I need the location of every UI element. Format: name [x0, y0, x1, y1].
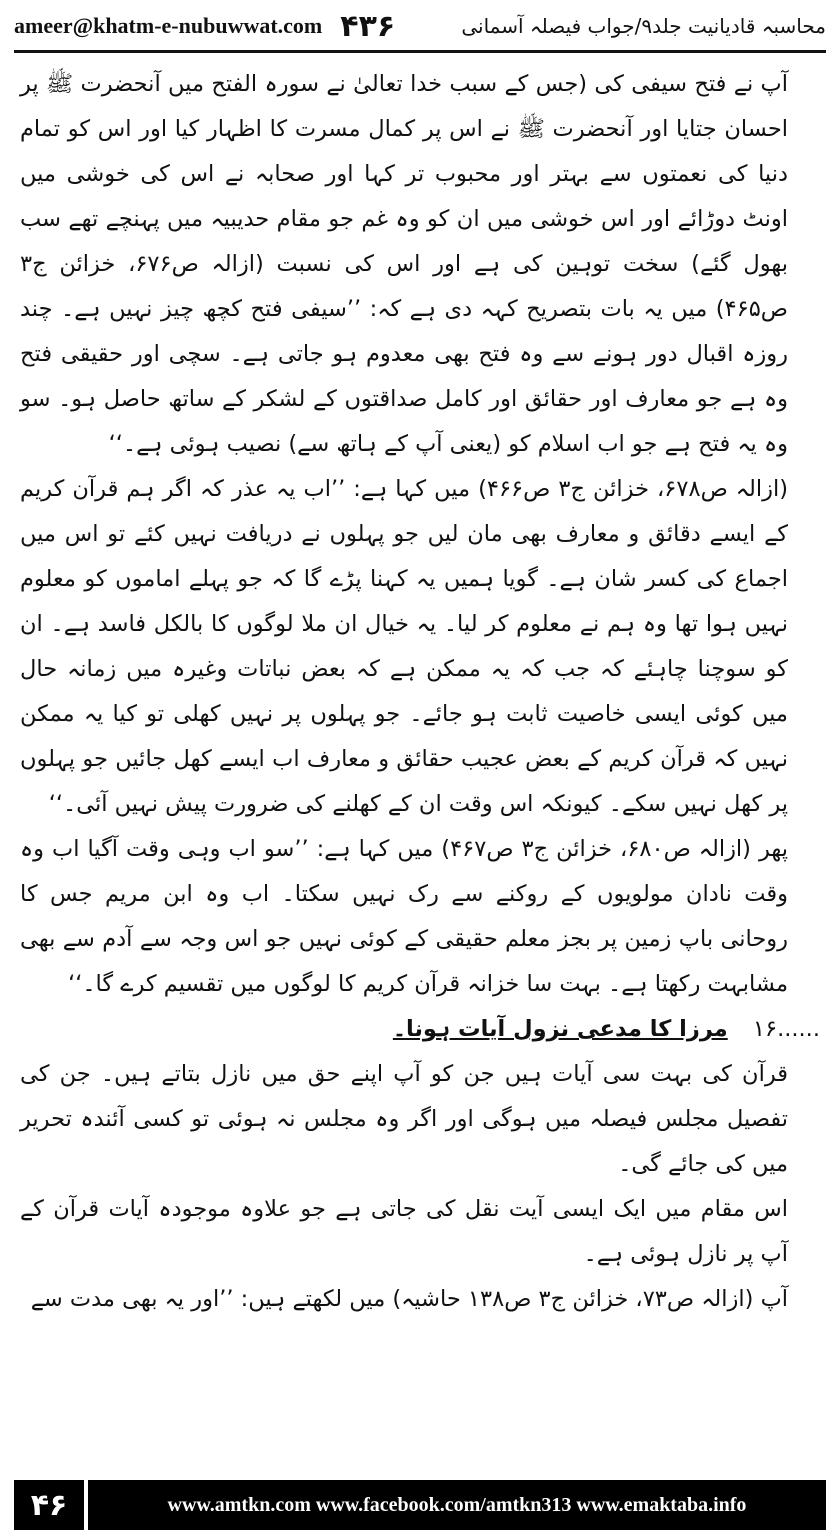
header-rule	[14, 50, 826, 53]
section-title: مرزا کا مدعی نزول آیات ہونا۔	[392, 1016, 728, 1042]
paragraph-2: (ازالہ ص۶۷۸، خزائن ج۳ ص۴۶۶) میں کہا ہے: ’’اب یہ عذر کہ اگر ہم قرآن کریم کے ایسے دقائق و معارف بھی مان لیں جو پہلوں نے دریافت نہیں کئے تو اس میں اجماع کی کسر شان ہے۔ گویا ہمیں یہ کہنا پڑے گا کہ جو پہلے اماموں کو معلوم نہیں ہوا تھا وہ ہم نے معلوم کر لیا۔ یہ خیال ان ملا لوگوں کا بالکل فاسد ہے۔ ان کو سوچنا چاہئے کہ جب کہ یہ ممکن ہے کہ بعض نباتات وغیرہ میں زمانہ حال میں کوئی ایسی خاصیت ثابت ہو جائے۔ جو پہلوں پر نہیں کھلی تو کیا یہ ممکن نہیں کہ قرآن کریم کے بعض عجیب حقائق و معارف اب ایسے کھل جائیں جو پہلوں پر کھل نہیں سکے۔ کیونکہ اس وقت ان کے کھلنے کی ضرورت پیش نہیں آئی۔‘‘	[20, 476, 788, 817]
header-email: ameer@khatm-e-nubuwwat.com	[14, 13, 323, 38]
section-number: ۱۶......	[752, 1016, 820, 1042]
paragraph-3: پھر (ازالہ ص۶۸۰، خزائن ج۳ ص۴۶۷) میں کہا ہے: ’’سو اب وہی وقت آگیا اب وہ وقت نادان مولویوں کے روکنے سے رک نہیں سکتا۔ اب وہ ابن مریم جس کا روحانی باپ زمین پر بجز معلم حقیقی کے کوئی نہیں جو اس وجہ سے آدم سے بھی مشابہت رکھتا ہے۔ بہت سا خزانہ قرآن کریم کا لوگوں میں تقسیم کرے گا۔‘‘	[20, 836, 788, 997]
paragraph-5: اس مقام میں ایک ایسی آیت نقل کی جاتی ہے جو علاوہ موجودہ آیات قرآن کے آپ پر نازل ہوئی ہے۔	[20, 1196, 788, 1267]
paragraph-6: آپ (ازالہ ص۷۳، خزائن ج۳ ص۱۳۸ حاشیہ) میں لکھتے ہیں: ’’اور یہ بھی مدت سے	[30, 1286, 788, 1312]
page-footer	[14, 1480, 826, 1530]
paragraph-4: قرآن کی بہت سی آیات ہیں جن کو آپ اپنے حق میں نازل بتاتے ہیں۔ جن کی تفصیل مجلس فیصلہ میں ہوگی اور اگر وہ مجلس نہ ہوئی تو کسی آئندہ تحریر میں کی جائے گی۔	[20, 1061, 788, 1177]
paragraph-1: آپ نے فتح سیفی کی (جس کے سبب خدا تعالیٰ نے سورہ الفتح میں آنحضرت ﷺ پر احسان جتایا اور آنحضرت ﷺ نے اس پر کمال مسرت کا اظہار کیا اور اس کو تمام دنیا کی نعمتوں سے بہتر اور محبوب تر کہا اور صحابہ نے اس کی خوشی میں اونٹ دوڑائے اور اس خوشی میں ان کو وہ غم جو مقام حدیبیہ میں پہنچے تھے سب بھول گئے) سخت توہین کی ہے اور اس کی نسبت (ازالہ ص۶۷۶، خزائن ج۳ ص۴۶۵) میں یہ بات بتصریح کہہ دی ہے کہ: ’’سیفی فتح کچھ چیز نہیں ہے۔ چند روزہ اقبال دور ہونے سے وہ فتح بھی معدوم ہو جاتی ہے۔ سچی اور حقیقی فتح وہ ہے جو معارف اور حقائق اور کامل صداقتوں کے لشکر کے ساتھ حاصل ہو۔ سو وہ یہ فتح ہے جو اب اسلام کو (یعنی آپ کے ہاتھ سے) نصیب ہوئی ہے۔‘‘	[20, 71, 788, 457]
header-book-title: محاسبہ قادیانیت جلد۹/جواب فیصلہ آسمانی	[461, 14, 826, 38]
header-left	[14, 9, 395, 44]
header-page-number: ۴۳۶	[340, 8, 396, 44]
footer-page-number: ۴۶	[14, 1480, 88, 1530]
footer-websites: www.amtkn.com www.facebook.com/amtkn313 www.emaktaba.info	[167, 1493, 747, 1516]
page-body	[20, 62, 820, 1460]
page-header	[14, 6, 826, 46]
section-heading	[20, 1007, 820, 1052]
